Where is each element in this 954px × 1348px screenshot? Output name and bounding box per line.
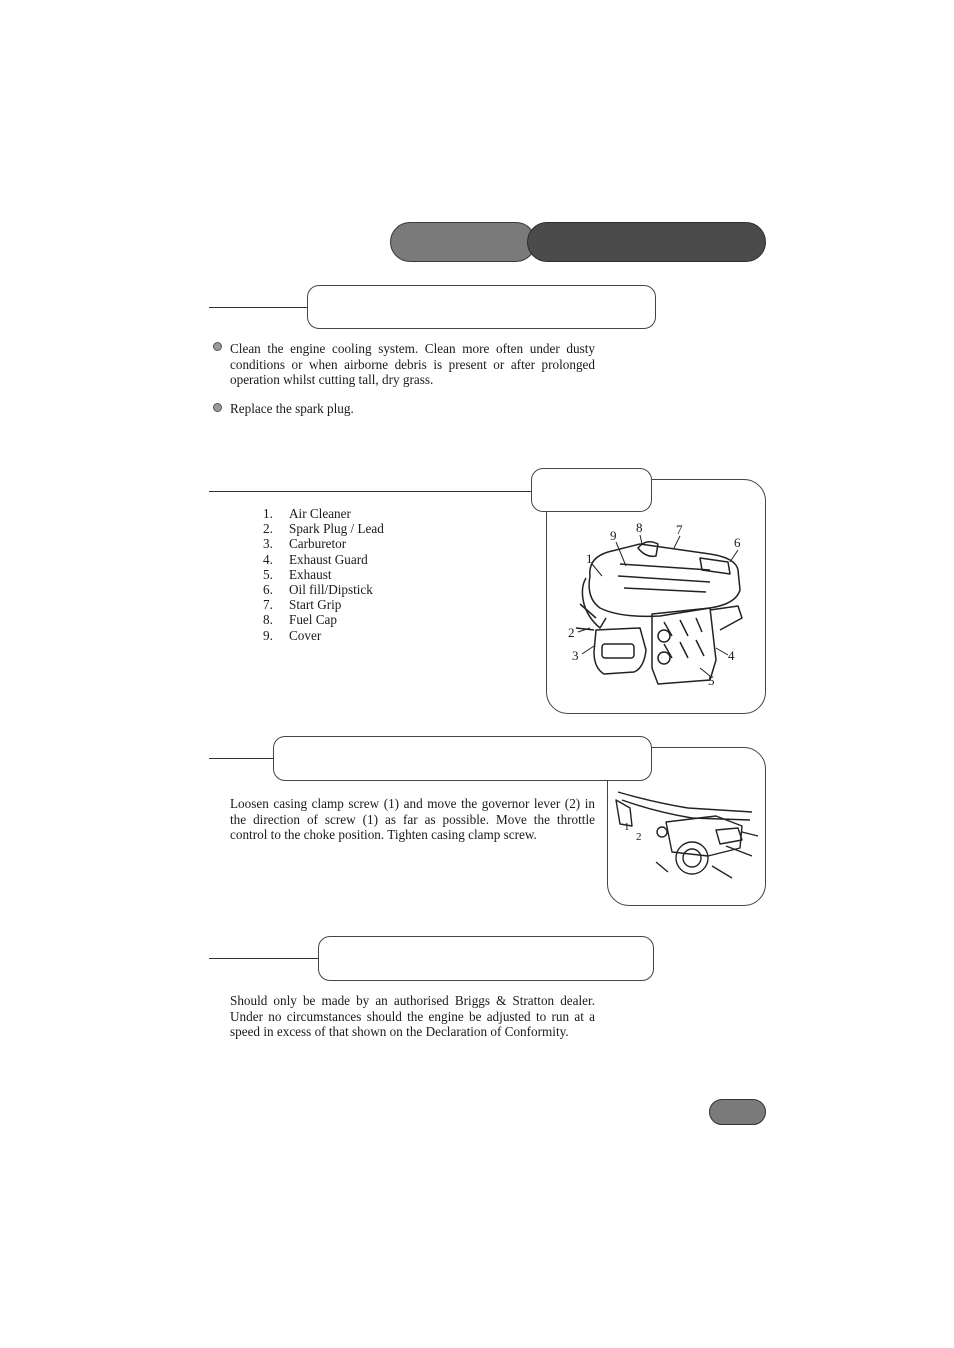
- list-item: 6. Oil fill/Dipstick: [263, 582, 373, 598]
- list-item: 2. Spark Plug / Lead: [263, 521, 384, 537]
- callout-5: 5: [708, 673, 715, 688]
- list-item: 3. Carburetor: [263, 536, 347, 552]
- list-item: 9. Cover: [263, 627, 322, 643]
- section3-heading-box: [273, 736, 652, 781]
- section2-heading-box: [531, 468, 652, 512]
- grey-circle-bullet-icon: [213, 342, 222, 351]
- grey-circle-bullet-icon: [213, 403, 222, 412]
- list-item: 4. Exhaust Guard: [263, 551, 368, 567]
- section3-paragraph: Loosen casing clamp screw (1) and move the governor lever (2) in the direction of screw (1) as far as possible. Move the throttle control to the choke position. Tighten casing clamp screw.: [230, 796, 595, 842]
- section1-heading-box: [307, 285, 656, 329]
- section2-rule: [209, 491, 532, 492]
- list-item: 8. Fuel Cap: [263, 612, 337, 628]
- bullet-text: Replace the spark plug.: [230, 401, 354, 416]
- callout-3: 3: [572, 648, 579, 663]
- list-item: 7. Start Grip: [263, 597, 342, 613]
- header-tab-right: [527, 222, 766, 262]
- callout-6: 6: [734, 535, 741, 550]
- bullet-text: Clean the engine cooling system. Clean more often under dusty conditions or when airborne debris is present or after prolonged operation whilst cutting tall, dry grass.: [230, 341, 595, 387]
- section1-rule: [209, 307, 307, 308]
- section4-rule: [209, 958, 319, 959]
- callout-9: 9: [610, 528, 617, 543]
- callout-1: 1: [624, 821, 630, 833]
- parts-list: [263, 506, 483, 643]
- section1-bullet-1: [213, 341, 595, 388]
- engine-illustration-icon: [560, 518, 756, 694]
- callout-8: 8: [636, 520, 643, 535]
- callout-7: 7: [676, 522, 683, 537]
- header-tab-left: [390, 222, 536, 262]
- section1-bullet-2: [213, 401, 595, 417]
- section4-heading-box: [318, 936, 654, 981]
- callout-2: 2: [568, 625, 575, 640]
- list-item: 5. Exhaust: [263, 566, 332, 582]
- list-item: 1. Air Cleaner: [263, 506, 351, 521]
- page-number-badge: [709, 1099, 766, 1125]
- callout-4: 4: [728, 648, 735, 663]
- section4-paragraph: Should only be made by an authorised Briggs & Stratton dealer. Under no circumstances should the engine be adjusted to run at a speed in excess of that shown on the Declaration of Conformity.: [230, 993, 595, 1039]
- callout-2: 2: [636, 831, 642, 843]
- section3-rule: [209, 758, 274, 759]
- carburetor-illustration-icon: [612, 786, 762, 886]
- callout-1: 1: [586, 551, 593, 566]
